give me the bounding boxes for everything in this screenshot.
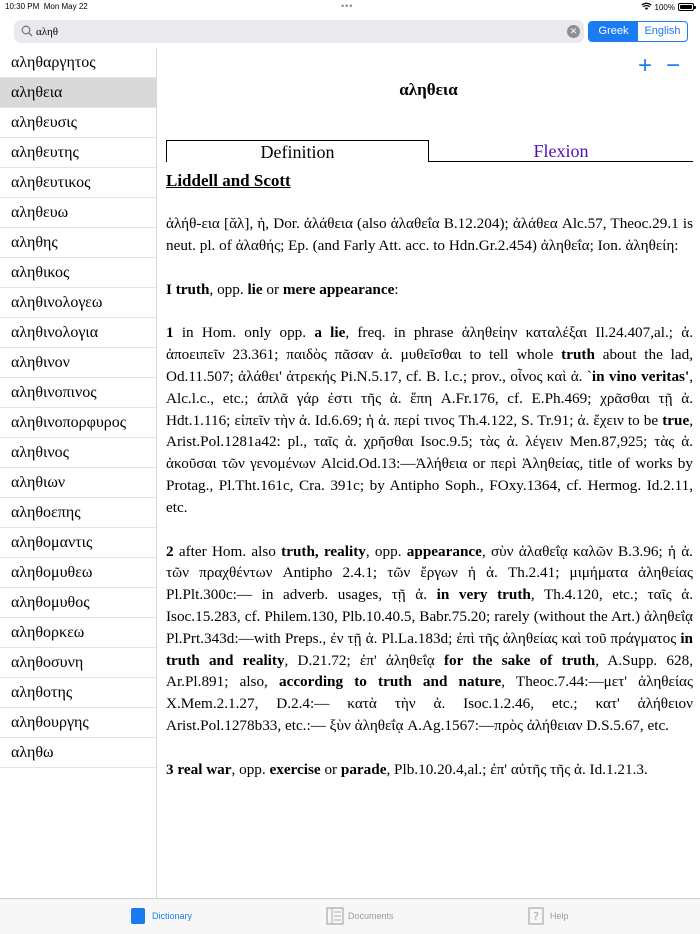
tab-dictionary[interactable] bbox=[130, 907, 192, 925]
sidebar-word-item[interactable]: αληθινον bbox=[0, 348, 156, 378]
sidebar-word-item[interactable]: αληθομαντις bbox=[0, 528, 156, 558]
sidebar-word-item[interactable]: αληθινοπορφυρος bbox=[0, 408, 156, 438]
definition-paragraph: 3 real war, opp. exercise or parade, Plb.10.20.4,al.; ἐπ' αὐτῆς τῆς ἀ. Id.1.21.3. bbox=[166, 760, 648, 778]
definition-paragraph: I truth, opp. lie or mere appearance: bbox=[166, 280, 399, 298]
sidebar-word-item[interactable]: αληθινος bbox=[0, 438, 156, 468]
status-bar bbox=[0, 0, 700, 14]
sidebar-word-item[interactable]: αληθαργητος bbox=[0, 48, 156, 78]
sidebar-word-item[interactable]: αληθευσις bbox=[0, 108, 156, 138]
search-bar bbox=[14, 20, 584, 43]
tab-documents[interactable] bbox=[326, 907, 394, 925]
sidebar-word-item[interactable]: αληθινοπινος bbox=[0, 378, 156, 408]
sidebar-word-item[interactable]: αληθευτης bbox=[0, 138, 156, 168]
language-greek-button[interactable]: Greek bbox=[589, 22, 638, 41]
definition-paragraph: ἀλήθ-εια [ᾰλ], ἡ, Dor. ἀλάθεια (also ἀλαθεΐα B.12.204); ἀλάθεα Alc.57, Theoc.29.1 is neut. pl. of ἀλαθής; Ep. (and Farly Att. acc. to Hdn.Gr.2.454) ἀληθεΐα; Ion. ἀληθείη: bbox=[166, 215, 693, 254]
sidebar-word-item[interactable]: αληθοεπης bbox=[0, 498, 156, 528]
svg-text:?: ? bbox=[533, 910, 539, 923]
sidebar-word-item[interactable]: αληθουργης bbox=[0, 708, 156, 738]
multitasking-dots[interactable]: ••• bbox=[341, 1, 354, 11]
tab-bar bbox=[0, 898, 700, 934]
sidebar-word-item[interactable]: αληθιων bbox=[0, 468, 156, 498]
status-right bbox=[641, 2, 694, 12]
clear-search-icon[interactable]: ✕ bbox=[567, 25, 580, 38]
sidebar-word-item[interactable]: αληθης bbox=[0, 228, 156, 258]
battery-percent: 100% bbox=[654, 2, 675, 12]
documents-icon bbox=[326, 907, 342, 925]
definition-paragraph: 1 in Hom. only opp. a lie, freq. in phrase ἀληθείην καταλέξαι Il.24.407,al.; ἀ. ἀποειπεῖν 23.361; παιδὸς πᾶσαν ἀ. μυθεῖσθαι to tell whole truth about the lad, Od.11.507; ἀλάθει' ἀτρεκής Pi.N.5.17, cf. B. l.c.; prov., οἶνος καὶ ἀ. `in vino veritas', Alc.l.c., etc.; ἁπλᾶ γάρ ἐστι τῆς ἀ. ἔπη A.Fr.176, cf. E.Ph.469; χρᾶσθαι τῇ ἀ. Hdt.1.116; εἰπεῖν τὴν ἀ. Id.6.69; ἡ ἀ. περί τινος Th.4.122, S. Tr.91; ἀ. ἔχειν to be true, Arist.Pol.1281a42: pl., ταῖς ἀ. χρῆσθαι Isoc.9.5; τὰς ἀ. λέγειν Men.87,925; τὰς ἀ. ἀκοῦσαι τῶν γενομένων Alcid.Od.13:—Ἀλήθεια or περὶ Ἀληθείας, title of works by Protag., Pl.Tht.161c, Cra. 391c; by Antipho Soph., FOxy.1364, cf. Hermog. Id.2.11, etc. bbox=[166, 324, 693, 516]
definition-paragraph: 2 after Hom. also truth, reality, opp. appearance, σὺν ἀλαθεΐᾳ καλῶν B.3.96; ἡ ἀ. τῶν πραχθέντων Antipho 2.4.1; τῶν ἔργων ἡ ἀ. Th.2.41; μιμήματα ἀληθείας Pl.Plt.300c:— in adverb. usages, τῇ ἀ. in very truth, Th.4.120, etc.; ταῖς ἀ. Isoc.15.283, cf. Philem.130, Plb.10.40.5, Babr.75.20; rarely (without the Art.) ἀληθεΐᾳ Pl.Prt.343d:—with Preps., ἐν τῇ ἀ. Pl.La.183d; ἐπὶ τῆς ἀληθείας καὶ τοῦ πράγματος in truth and reality, D.21.72; ἐπ' ἀληθεΐᾳ for the sake of truth, A.Supp. 628, Ar.Pl.891; also, according to truth and nature, Theoc.7.44:—μετ' ἀληθείας X.Mem.2.1.27, D.2.4:— κατὰ τὴν ἀ. Isoc.1.2.46, etc.; κατ' ἀλήθειον Arist.Pol.1278b33, etc.:— ξὺν ἀληθεΐᾳ A.Ag.1567:—πρὸς ἀλήθειαν D.S.5.67, etc. bbox=[166, 542, 693, 734]
language-english-button[interactable]: English bbox=[644, 25, 681, 37]
tab-documents-label: Documents bbox=[348, 911, 394, 921]
sidebar-word-item[interactable]: αληθομυθεω bbox=[0, 558, 156, 588]
word-list bbox=[0, 48, 157, 898]
zoom-out-button[interactable]: − bbox=[666, 52, 681, 79]
definition-content bbox=[166, 170, 693, 898]
book-icon bbox=[130, 907, 146, 925]
help-icon bbox=[528, 907, 544, 925]
sidebar-word-item[interactable]: αληθοσυνη bbox=[0, 648, 156, 678]
tab-definition[interactable]: Definition bbox=[166, 140, 429, 162]
battery-icon bbox=[678, 3, 694, 11]
sidebar-word-item[interactable]: αληθινολογεω bbox=[0, 288, 156, 318]
dictionary-source: Liddell and Scott bbox=[166, 171, 291, 190]
status-time: 10:30 PM Mon May 22 bbox=[5, 2, 88, 11]
sidebar-word-item[interactable]: αληθινολογια bbox=[0, 318, 156, 348]
wifi-icon bbox=[641, 2, 652, 12]
sidebar-word-item[interactable]: αληθω bbox=[0, 738, 156, 768]
sidebar-word-item[interactable]: αληθικος bbox=[0, 258, 156, 288]
sidebar-word-item[interactable]: αληθεια bbox=[0, 78, 156, 108]
tab-flexion[interactable]: Flexion bbox=[429, 140, 693, 162]
search-icon bbox=[20, 24, 34, 38]
language-toggle bbox=[588, 21, 688, 42]
sidebar-word-item[interactable]: αληθευω bbox=[0, 198, 156, 228]
sidebar-word-item[interactable]: αληθευτικος bbox=[0, 168, 156, 198]
search-input[interactable] bbox=[36, 22, 556, 41]
sidebar-word-item[interactable]: αληθοτης bbox=[0, 678, 156, 708]
tab-help[interactable] bbox=[528, 907, 569, 925]
zoom-in-button[interactable]: + bbox=[638, 52, 653, 79]
tab-help-label: Help bbox=[550, 911, 569, 921]
entry-tabs bbox=[166, 140, 693, 162]
sidebar-word-item[interactable]: αληθομυθος bbox=[0, 588, 156, 618]
entry-headword: αληθεια bbox=[399, 80, 458, 99]
sidebar-word-item[interactable]: αληθορκεω bbox=[0, 618, 156, 648]
tab-dictionary-label: Dictionary bbox=[152, 911, 193, 921]
